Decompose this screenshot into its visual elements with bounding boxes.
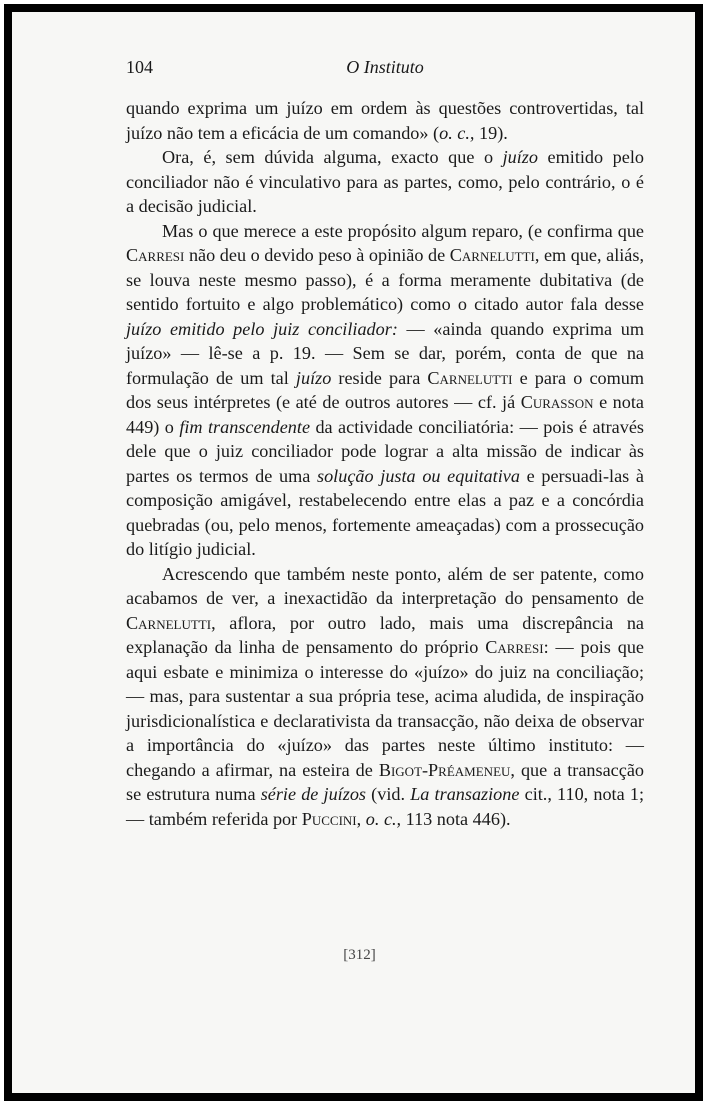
- italic-run: série de juízos: [260, 784, 366, 804]
- author-name: Carresi: [126, 245, 185, 265]
- text-run: da actividade conciliatória: — pois é através dele que o juiz conciliador pode lograr a alta missão de indicar às partes os termos de uma: [126, 416, 644, 486]
- paragraph-1: [126, 96, 644, 145]
- body-text: [126, 96, 644, 831]
- text-run: não deu o devido peso à opinião de: [184, 245, 450, 265]
- italic-run: o. c.,: [365, 808, 402, 829]
- author-name: Carnelutti: [126, 612, 212, 633]
- page-header: [126, 57, 644, 81]
- text-run: Mas o que merece a este propósito algum reparo, (e confirma que: [162, 220, 644, 241]
- text-run: , em que, aliás, se louva neste mesmo passo), é a forma meramente dubitativa (de sentido fortuito e algo problemático) como o citado autor fala desse: [126, 245, 644, 314]
- author-name: Carnelutti: [427, 367, 513, 388]
- italic-run: o. c.,: [439, 122, 475, 143]
- italic-run: La transazione: [410, 784, 520, 804]
- text-run: (vid.: [366, 784, 411, 804]
- text-run: — «ainda quando exprima um juízo» — lê-se a p. 19. — Sem se dar, porém, conta de que na formulação de um tal: [126, 318, 644, 388]
- text-run: emitido pelo conciliador não é vinculativo para as partes, como, pelo contrário, o é a decisão judicial.: [126, 147, 644, 216]
- text-run: Ora, é, sem dúvida alguma, exacto que o: [162, 147, 503, 167]
- text-run: 19).: [474, 122, 508, 143]
- text-run: , que a transacção se estrutura numa: [126, 759, 644, 804]
- paragraph-4: [126, 562, 644, 832]
- author-name: Bigot-Préameneu: [378, 759, 511, 780]
- italic-run: juízo emitido pelo juiz conciliador:: [126, 318, 398, 339]
- text-run: : — pois que aqui esbate e minimiza o interesse do «juízo» do juiz na conciliação; — mas, para sustentar a sua própria tese, acima aludida, de inspiração jurisdicionalística e declarativista da transacção, não deixa de observar a importância do «juízo» das partes neste último instituto: — chegando a afirmar, na esteira de: [126, 637, 644, 780]
- text-run: cit., 110, nota 1; — também referida por: [126, 784, 644, 829]
- text-run: quando exprima um juízo em ordem às questões controvertidas, tal juízo não tem a eficácia de um comando» (: [126, 98, 644, 143]
- paragraph-2: [126, 145, 644, 219]
- folio-number: [312]: [343, 947, 376, 963]
- italic-run: solução justa ou equitativa: [317, 465, 520, 486]
- author-name: Curasson: [520, 392, 594, 412]
- text-run: Acrescendo que também neste ponto, além de ser patente, como acabamos de ver, a inexactidão da interpretação do pensamento de: [126, 563, 644, 608]
- author-name: Carresi: [485, 637, 544, 657]
- text-run: ,: [356, 808, 366, 829]
- italic-run: juízo: [295, 367, 332, 388]
- text-run: e nota 449) o: [126, 392, 644, 437]
- running-title: O Instituto: [346, 57, 424, 77]
- italic-run: fim transcendente: [179, 416, 311, 437]
- page-number: 104: [126, 57, 153, 77]
- text-run: 113 nota 446).: [401, 808, 511, 829]
- text-run: reside para: [331, 367, 428, 388]
- text-run: e para o comum dos seus intérpretes (e até de outros autores — cf. já: [126, 367, 644, 412]
- text-run: e persuadi-las à composição amigável, restabelecendo entre elas a paz e a concórdia quebradas (ou, pelo menos, fortemente ameaçadas) com a prossecução do litígio judicial.: [126, 465, 644, 559]
- author-name: Carnelutti: [449, 245, 535, 265]
- author-name: Puccini: [301, 808, 357, 829]
- paragraph-3: [126, 219, 644, 562]
- text-run: , aflora, por outro lado, mais uma discrepância na explanação da linha de pensamento do próprio: [126, 612, 644, 657]
- italic-run: juízo: [502, 147, 538, 167]
